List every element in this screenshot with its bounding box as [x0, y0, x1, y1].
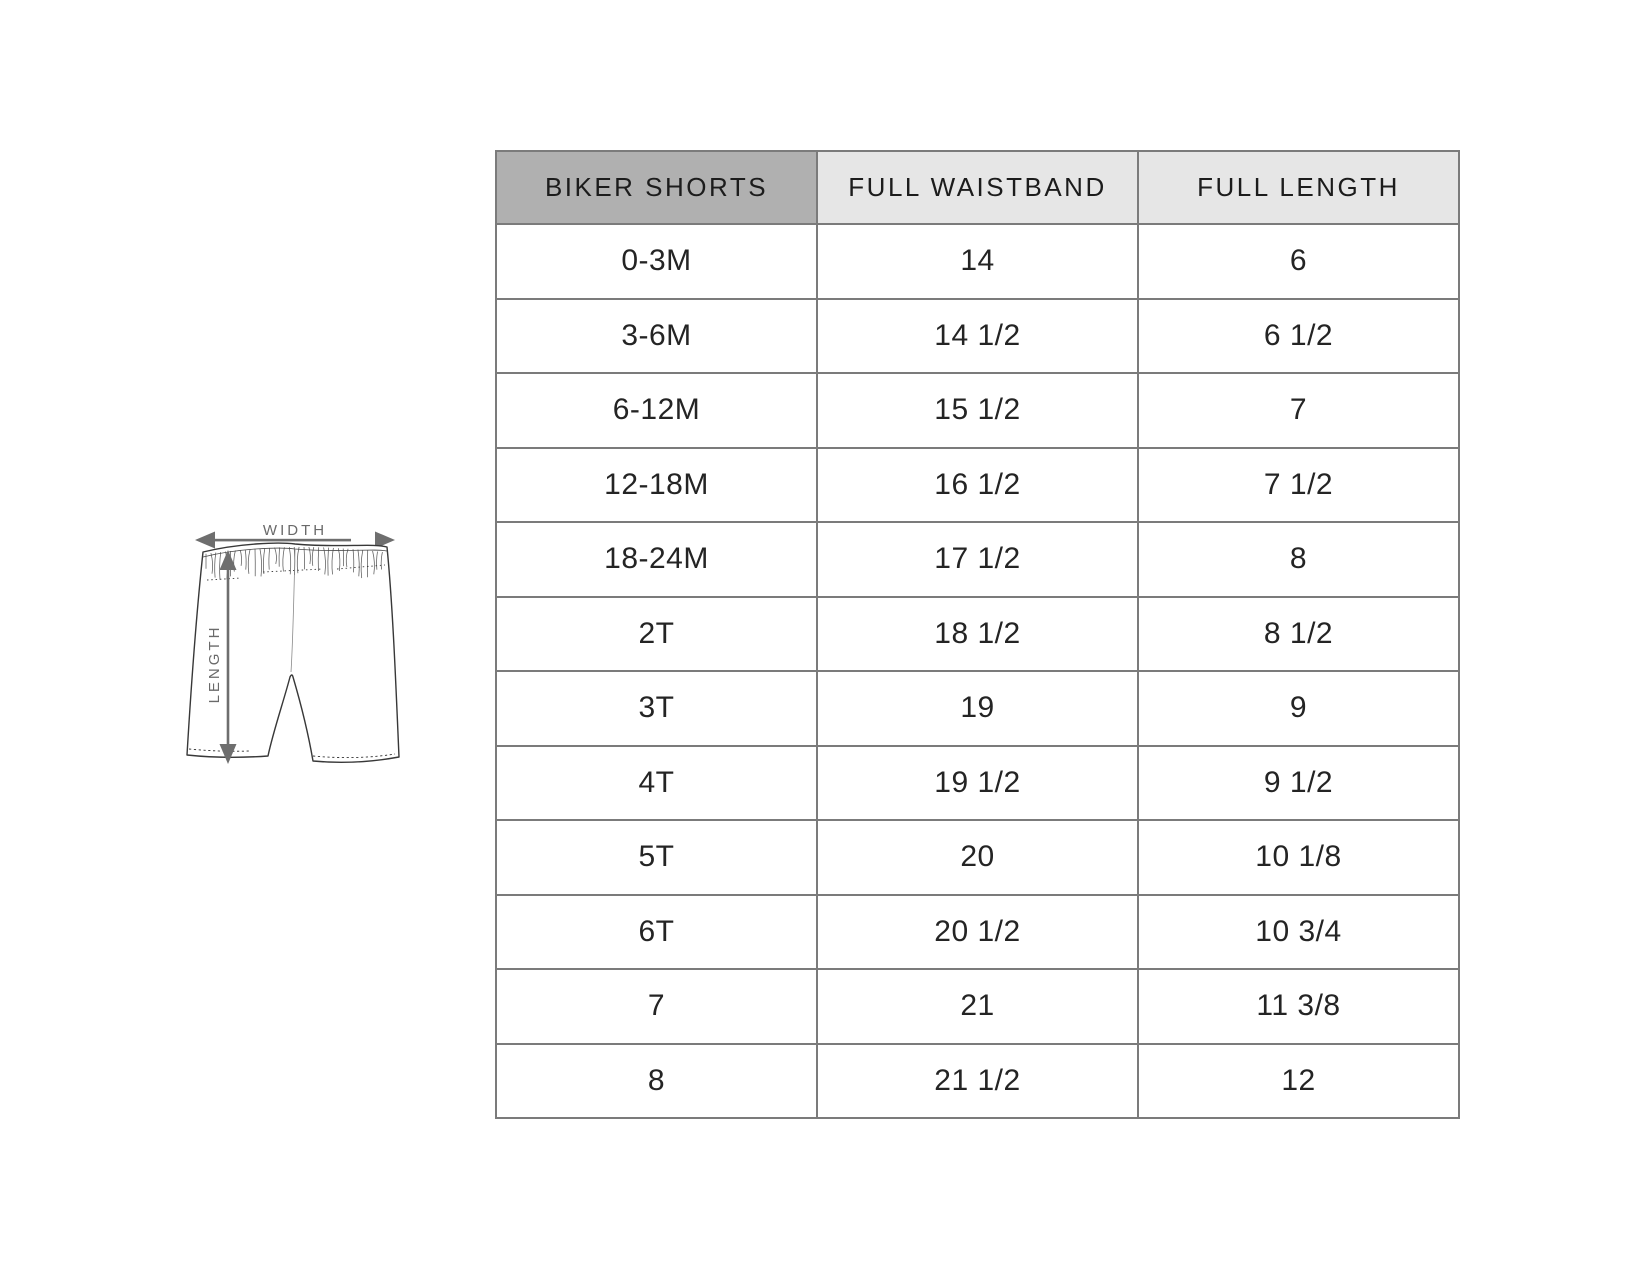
- waistband-cell: 17 1/2: [817, 522, 1138, 597]
- column-header-biker-shorts: BIKER SHORTS: [496, 151, 817, 224]
- waistband-cell: 15 1/2: [817, 373, 1138, 448]
- size-cell: 8: [496, 1044, 817, 1119]
- shorts-diagram-svg: [145, 468, 415, 788]
- table-row: [496, 969, 1459, 1044]
- size-cell: 3-6M: [496, 299, 817, 374]
- waistband-cell: 20 1/2: [817, 895, 1138, 970]
- length-cell: 9 1/2: [1138, 746, 1459, 821]
- length-cell: 12: [1138, 1044, 1459, 1119]
- length-cell: 10 1/8: [1138, 820, 1459, 895]
- size-cell: 7: [496, 969, 817, 1044]
- waistband-cell: 21: [817, 969, 1138, 1044]
- table-row: [496, 224, 1459, 299]
- size-cell: 4T: [496, 746, 817, 821]
- waistband-cell: 20: [817, 820, 1138, 895]
- table-row: [496, 522, 1459, 597]
- header-row: [496, 151, 1459, 224]
- waistband-cell: 14: [817, 224, 1138, 299]
- length-cell: 8: [1138, 522, 1459, 597]
- size-cell: 0-3M: [496, 224, 817, 299]
- length-cell: 10 3/4: [1138, 895, 1459, 970]
- length-cell: 8 1/2: [1138, 597, 1459, 672]
- column-header-full-length: FULL LENGTH: [1138, 151, 1459, 224]
- waistband-cell: 19 1/2: [817, 746, 1138, 821]
- waistband-cell: 18 1/2: [817, 597, 1138, 672]
- length-label: LENGTH: [206, 624, 223, 704]
- size-table-body: [496, 224, 1459, 1118]
- waistband-cell: 21 1/2: [817, 1044, 1138, 1119]
- size-cell: 6-12M: [496, 373, 817, 448]
- table-row: [496, 895, 1459, 970]
- size-table-header: [496, 151, 1459, 224]
- table-row: [496, 597, 1459, 672]
- length-cell: 6 1/2: [1138, 299, 1459, 374]
- column-header-full-waistband: FULL WAISTBAND: [817, 151, 1138, 224]
- table-row: [496, 820, 1459, 895]
- width-label: WIDTH: [262, 522, 328, 539]
- length-cell: 6: [1138, 224, 1459, 299]
- table-row: [496, 448, 1459, 523]
- size-cell: 18-24M: [496, 522, 817, 597]
- table-row: [496, 746, 1459, 821]
- size-cell: 6T: [496, 895, 817, 970]
- length-cell: 9: [1138, 671, 1459, 746]
- waistband-cell: 16 1/2: [817, 448, 1138, 523]
- table-row: [496, 1044, 1459, 1119]
- waistband-cell: 14 1/2: [817, 299, 1138, 374]
- length-cell: 7 1/2: [1138, 448, 1459, 523]
- length-cell: 11 3/8: [1138, 969, 1459, 1044]
- size-cell: 2T: [496, 597, 817, 672]
- shorts-diagram: [145, 468, 415, 788]
- table-row: [496, 373, 1459, 448]
- waistband-cell: 19: [817, 671, 1138, 746]
- table-row: [496, 299, 1459, 374]
- size-cell: 3T: [496, 671, 817, 746]
- length-cell: 7: [1138, 373, 1459, 448]
- size-cell: 12-18M: [496, 448, 817, 523]
- table-row: [496, 671, 1459, 746]
- size-cell: 5T: [496, 820, 817, 895]
- size-table: [495, 150, 1460, 1119]
